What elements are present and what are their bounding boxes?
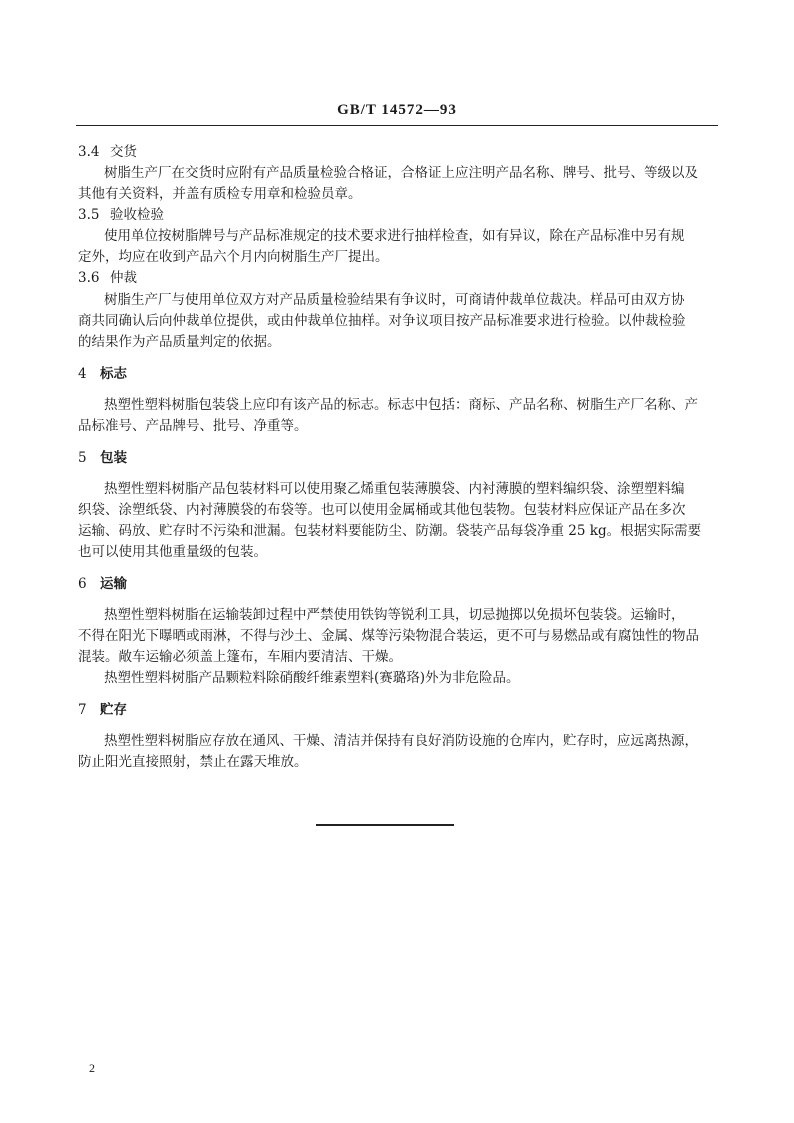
- subsection-title: 验收检验: [110, 207, 164, 223]
- section-title: 运输: [100, 576, 127, 592]
- section-7-heading: [78, 704, 127, 718]
- paragraph-line: 其他有关资料，并盖有质检专用章和检验员章。: [78, 186, 362, 202]
- subsection-3-4-heading: [78, 146, 137, 160]
- section-number: 7: [78, 702, 87, 718]
- paragraph-line: 定外，均应在收到产品六个月内向树脂生产厂提出。: [78, 249, 389, 265]
- page-number: 2: [89, 1061, 95, 1075]
- subsection-title: 交货: [110, 144, 137, 160]
- paragraph-line: 热塑性塑料树脂在运输装卸过程中严禁使用铁钩等锐利工具，切忌抛掷以免损坏包装袋。运输时，: [104, 607, 685, 623]
- section-title: 包装: [100, 450, 127, 466]
- paragraph-line: 也可以使用其他重量级的包装。: [78, 544, 267, 560]
- paragraph-line: 运输、码放、贮存时不污染和泄漏。包装材料要能防尘、防潮。袋装产品每袋净重 25 kg。根据实际需要: [78, 523, 702, 539]
- paragraph-line: 混装。敞车运输必须盖上篷布，车厢内要清洁、干燥。: [78, 649, 402, 665]
- paragraph-line: 防止阳光直接照射，禁止在露天堆放。: [78, 754, 308, 770]
- section-title: 贮存: [100, 702, 127, 718]
- subsection-number: 3.4: [78, 144, 100, 160]
- standard-number-header: GB/T 14572—93: [337, 102, 457, 118]
- header-divider: [76, 125, 718, 126]
- section-6-heading: [78, 578, 127, 592]
- subsection-3-5-heading: [78, 209, 164, 223]
- paragraph-line: 品标准号、产品牌号、批号、净重等。: [78, 418, 308, 434]
- section-number: 5: [78, 450, 87, 466]
- subsection-3-6-heading: [78, 272, 137, 286]
- section-title: 标志: [100, 366, 127, 382]
- paragraph-line: 的结果作为产品质量判定的依据。: [78, 334, 281, 350]
- paragraph-line: 热塑性塑料树脂产品包装材料可以使用聚乙烯重包装薄膜袋、内衬薄膜的塑料编织袋、涂塑塑料编: [104, 481, 685, 497]
- section-number: 4: [78, 366, 87, 382]
- paragraph-line: 热塑性塑料树脂应存放在通风、干燥、清洁并保持有良好消防设施的仓库内，贮存时，应远离热源，: [104, 733, 698, 749]
- paragraph-line: 使用单位按树脂牌号与产品标准规定的技术要求进行抽样检查，如有异议，除在产品标准中另有规: [104, 228, 685, 244]
- subsection-title: 仲裁: [110, 270, 137, 286]
- paragraph-line: 树脂生产厂在交货时应附有产品质量检验合格证，合格证上应注明产品名称、牌号、批号、等级以及: [104, 165, 698, 181]
- section-5-heading: [78, 452, 127, 466]
- paragraph-line: 不得在阳光下曝晒或雨淋，不得与沙土、金属、煤等污染物混合装运，更不可与易燃品或有腐蚀性的物品: [78, 628, 699, 644]
- paragraph-line: 商共同确认后向仲裁单位提供，或由仲裁单位抽样。对争议项目按产品标准要求进行检验。以仲裁检验: [78, 313, 686, 329]
- subsection-number: 3.5: [78, 207, 100, 223]
- section-4-heading: [78, 368, 127, 382]
- paragraph-line: 织袋、涂塑纸袋、内衬薄膜袋的布袋等。也可以使用金属桶或其他包装物。包装材料应保证产品在多次: [78, 502, 686, 518]
- section-number: 6: [78, 576, 87, 592]
- subsection-number: 3.6: [78, 270, 100, 286]
- paragraph-line: 热塑性塑料树脂产品颗粒料除硝酸纤维素塑料(赛璐珞)外为非危险品。: [104, 670, 520, 686]
- paragraph-line: 热塑性塑料树脂包装袋上应印有该产品的标志。标志中包括：商标、产品名称、树脂生产厂名称、产: [104, 397, 698, 413]
- paragraph-line: 树脂生产厂与使用单位双方对产品质量检验结果有争议时，可商请仲裁单位裁决。样品可由双方协: [104, 292, 685, 308]
- end-of-document-rule: [316, 824, 454, 826]
